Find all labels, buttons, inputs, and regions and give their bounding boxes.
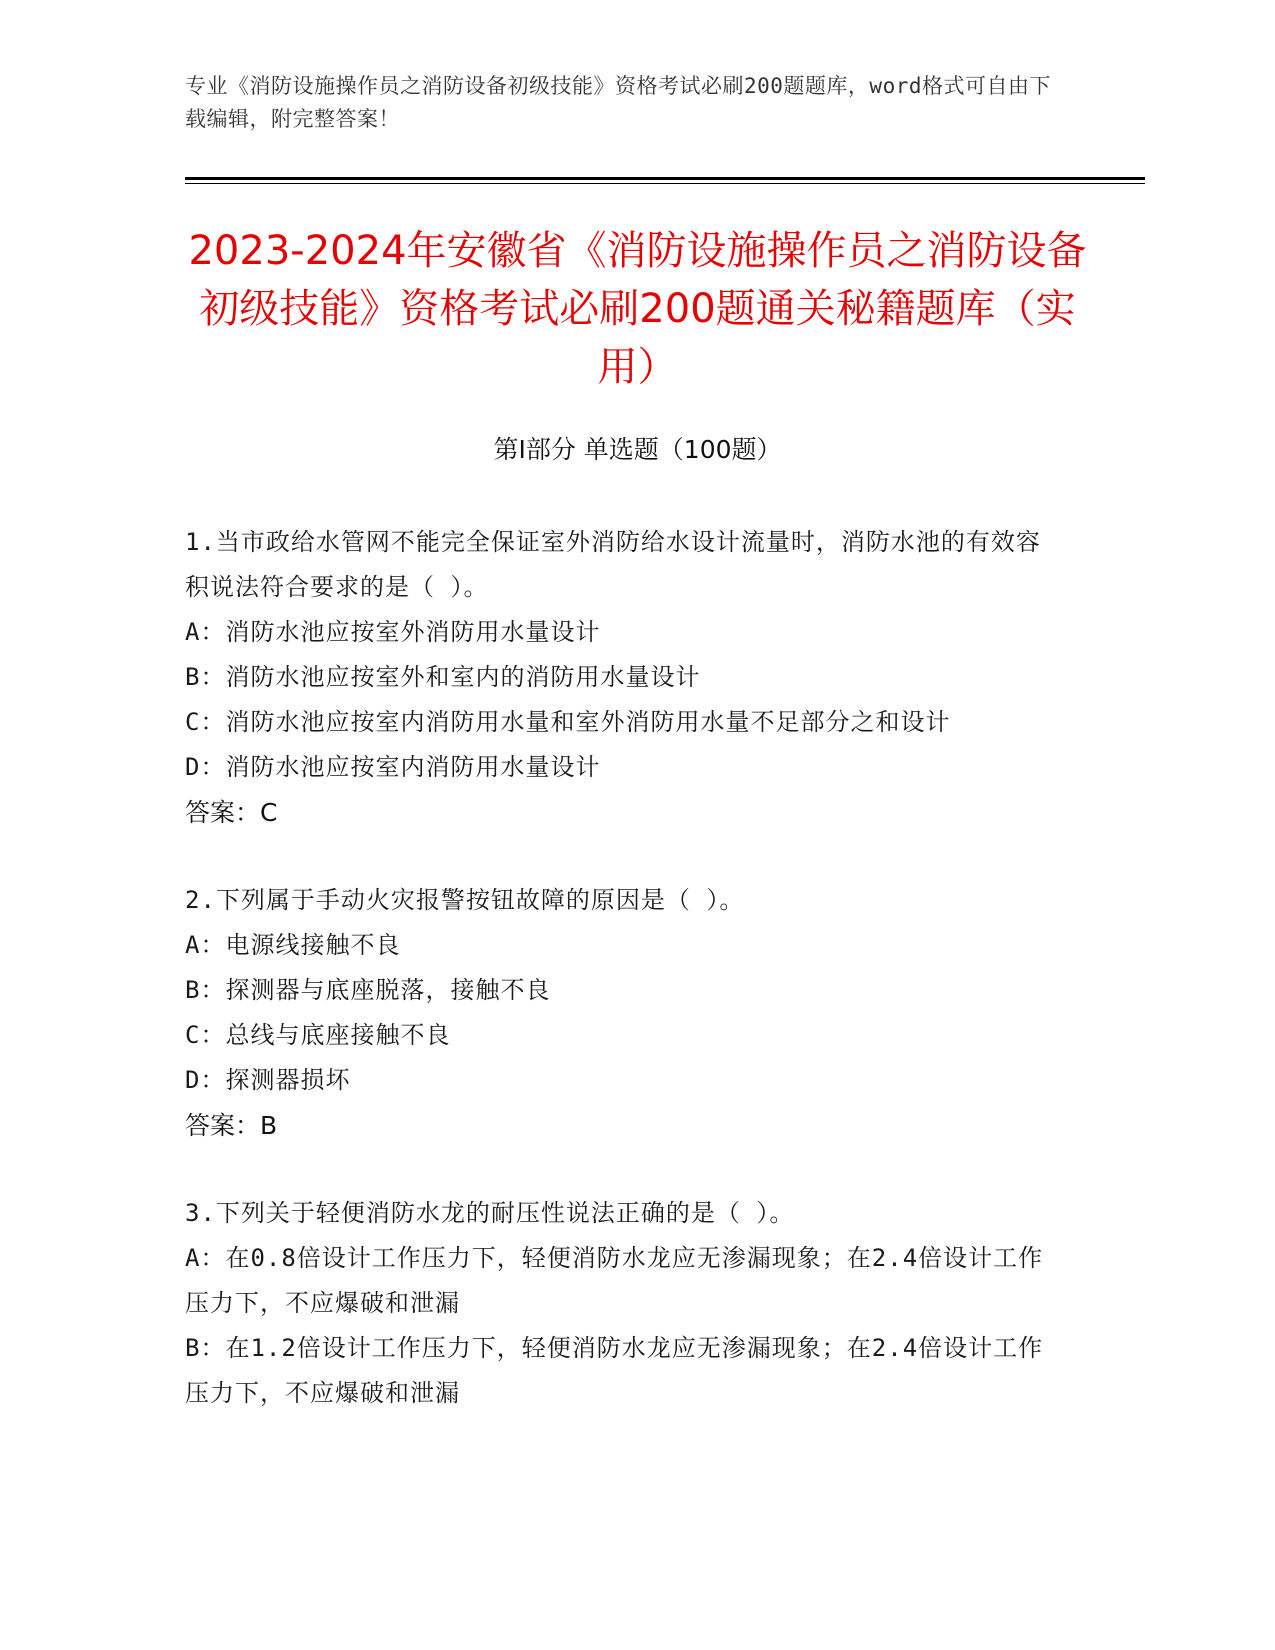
question-item (185, 1191, 1065, 1416)
option-c: C：消防水池应按室内消防用水量和室外消防用水量不足部分之和设计 (185, 708, 951, 736)
answer-label: 答案：C (185, 798, 278, 827)
header-note: 专业《消防设施操作员之消防设备初级技能》资格考试必刷200题题库，word格式可自由下载编辑，附完整答案！ (185, 74, 1051, 131)
header-rule-thin (185, 183, 1145, 184)
header-rule-thick (185, 177, 1145, 180)
section-title: 第Ⅰ部分 单选题（100题） (493, 435, 782, 464)
question-stem: 1.当市政给水管网不能完全保证室外消防给水设计流量时，消防水池的有效容积说法符合要求的是（ ）。 (185, 528, 1041, 601)
question-item (185, 878, 1065, 1148)
option-d: D：消防水池应按室内消防用水量设计 (185, 753, 601, 781)
question-stem: 2.下列属于手动火灾报警按钮故障的原因是（ ）。 (185, 886, 745, 914)
option-b: B：探测器与底座脱落，接触不良 (185, 976, 551, 1004)
question-list (185, 520, 1065, 1459)
question-item (185, 520, 1065, 835)
option-a: A：电源线接触不良 (185, 931, 401, 959)
option-a: A：消防水池应按室外消防用水量设计 (185, 618, 601, 646)
question-stem: 3.下列关于轻便消防水龙的耐压性说法正确的是（ ）。 (185, 1199, 795, 1227)
option-c: C：总线与底座接触不良 (185, 1021, 451, 1049)
answer-label: 答案：B (185, 1111, 278, 1140)
option-b: B：消防水池应按室外和室内的消防用水量设计 (185, 663, 701, 691)
option-d: D：探测器损坏 (185, 1066, 351, 1094)
option-a: A：在0.8倍设计工作压力下，轻便消防水龙应无渗漏现象；在2.4倍设计工作压力下，不应爆破和泄漏 (185, 1244, 1044, 1317)
option-b: B：在1.2倍设计工作压力下，轻便消防水龙应无渗漏现象；在2.4倍设计工作压力下，不应爆破和泄漏 (185, 1334, 1044, 1407)
document-title: 2023-2024年安徽省《消防设施操作员之消防设备初级技能》资格考试必刷200题通关秘籍题库（实用） (188, 228, 1087, 390)
